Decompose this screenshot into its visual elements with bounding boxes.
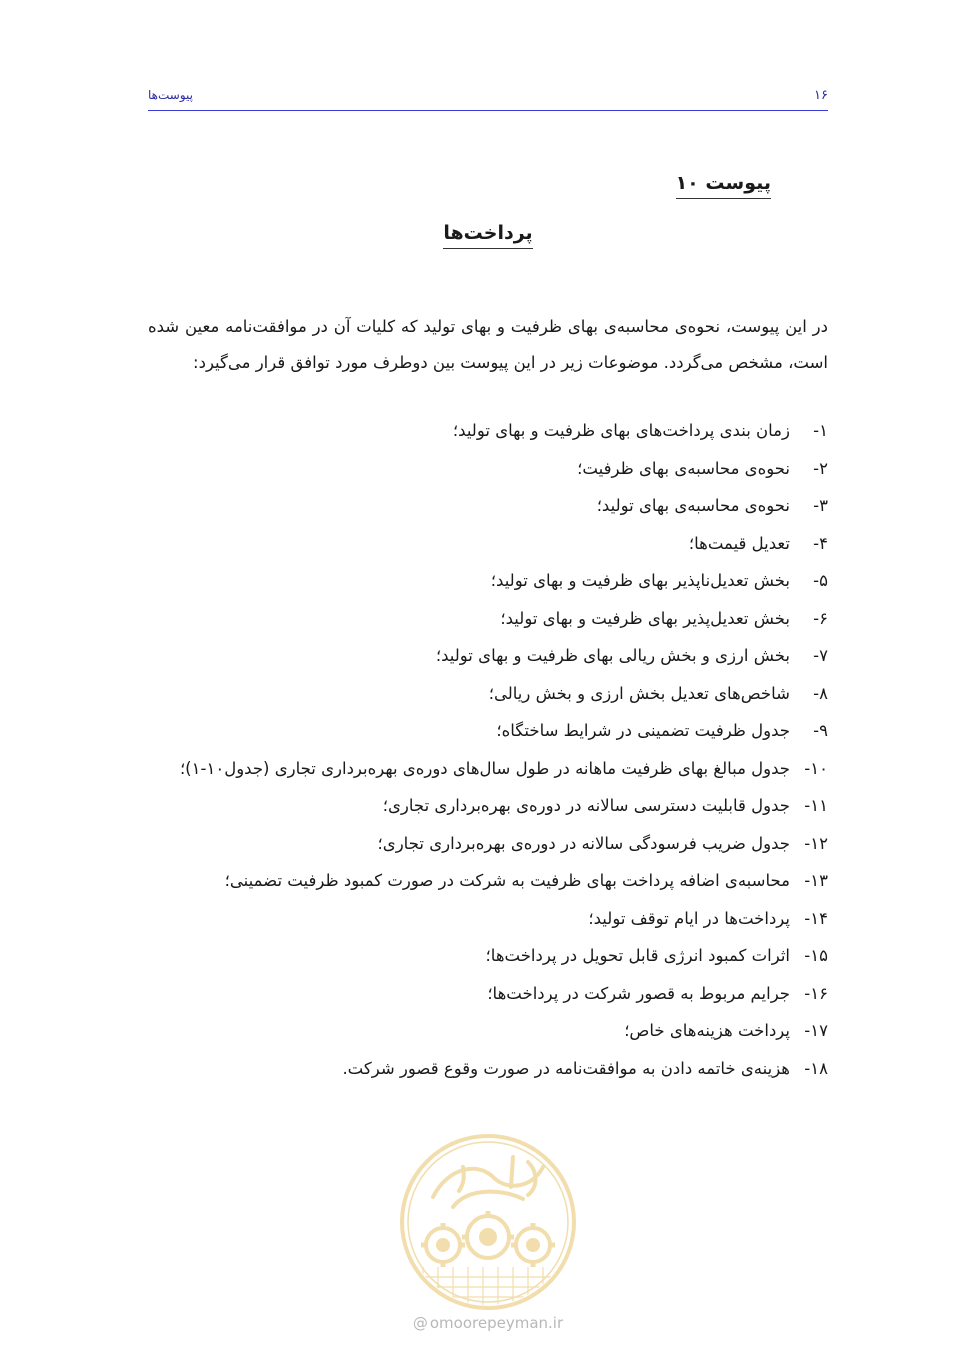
running-header bbox=[148, 86, 828, 111]
list-item bbox=[148, 750, 828, 788]
list-item bbox=[148, 712, 828, 750]
list-item-number: ۱۲- bbox=[804, 833, 828, 853]
list-item bbox=[148, 937, 828, 975]
list-item-number: ۳- bbox=[813, 496, 828, 515]
list-item bbox=[148, 1050, 828, 1088]
list-item-number: ۱۱- bbox=[804, 796, 828, 815]
list-item bbox=[148, 862, 828, 900]
list-item bbox=[148, 975, 828, 1013]
page-number: ۱۶ bbox=[814, 88, 828, 103]
list-item bbox=[148, 525, 828, 563]
list-item bbox=[148, 487, 828, 525]
at-icon: @ bbox=[412, 1314, 428, 1332]
section-title: پرداخت‌ها bbox=[443, 222, 532, 249]
list-item bbox=[148, 787, 828, 825]
topics-list bbox=[148, 412, 828, 1087]
appendix-title: پیوست ۱۰ bbox=[676, 172, 771, 199]
list-item-text: نحوه‌ی محاسبه‌ی بهای ظرفیت؛ bbox=[577, 458, 790, 478]
list-item-number: ۱۰- bbox=[804, 758, 828, 778]
list-item bbox=[148, 450, 828, 488]
watermark-url-text: omoorepeyman.ir bbox=[429, 1314, 564, 1332]
list-item bbox=[148, 600, 828, 638]
list-item-number: ۷- bbox=[813, 646, 828, 665]
list-item-text: محاسبه‌ی اضافه پرداخت بهای ظرفیت به شرکت در صورت کمبود ظرفیت تضمینی؛ bbox=[224, 871, 790, 890]
intro-paragraph: در این پیوست، نحوه‌ی محاسبه‌ی بهای ظرفیت و بهای تولید که کلیات آن در موافقت‌نامه معین شده است، مشخص می‌گردد. موضوعات زیر در این پیوست بین دوطرف مورد توافق قرار می‌گیرد: bbox=[148, 316, 828, 372]
section-title-wrapper bbox=[0, 222, 976, 249]
list-item-text: بخش تعدیل‌ناپذیر بهای ظرفیت و بهای تولید؛ bbox=[490, 571, 790, 590]
list-item-number: ۲- bbox=[813, 458, 828, 478]
list-item-number: ۴- bbox=[813, 533, 828, 553]
list-item-text: پرداخت هزینه‌های خاص؛ bbox=[624, 1021, 790, 1040]
list-item-text: جدول ظرفیت تضمینی در شرایط ساختگاه؛ bbox=[496, 721, 790, 740]
list-item-number: ۱۴- bbox=[804, 908, 828, 928]
list-item-number: ۱۷- bbox=[804, 1021, 828, 1040]
list-item-number: ۶- bbox=[813, 608, 828, 628]
list-item-number: ۱۸- bbox=[804, 1058, 828, 1078]
list-item-text: اثرات کمبود انرژی قابل تحویل در پرداخت‌ها؛ bbox=[485, 946, 790, 965]
list-item-text: جدول مبالغ بهای ظرفیت ماهانه در طول سال‌های دوره‌ی بهره‌برداری تجاری (جدول۱۰-۱)؛ bbox=[179, 758, 790, 778]
list-item bbox=[148, 637, 828, 675]
list-item bbox=[148, 1012, 828, 1050]
list-item bbox=[148, 412, 828, 450]
header-section-name: پیوست‌ها bbox=[148, 88, 193, 102]
list-item-text: هزینه‌ی خاتمه دادن به موافقت‌نامه در صورت وقوع قصور شرکت. bbox=[342, 1058, 790, 1078]
list-item-text: بخش تعدیل‌پذیر بهای ظرفیت و بهای تولید؛ bbox=[500, 608, 790, 628]
list-item-number: ۱۶- bbox=[804, 983, 828, 1003]
list-item bbox=[148, 675, 828, 713]
list-item-number: ۱۳- bbox=[804, 871, 828, 890]
list-item-text: شاخص‌های تعدیل بخش ارزی و بخش ریالی؛ bbox=[488, 683, 790, 703]
list-item-text: تعدیل قیمت‌ها؛ bbox=[688, 533, 790, 553]
list-item-text: زمان بندی پرداخت‌های بهای ظرفیت و بهای تولید؛ bbox=[452, 421, 790, 440]
watermark-logo bbox=[393, 1127, 583, 1317]
watermark-url bbox=[0, 1314, 976, 1332]
list-item bbox=[148, 562, 828, 600]
list-item bbox=[148, 825, 828, 863]
list-item-text: جدول قابلیت دسترسی سالانه در دوره‌ی بهره‌برداری تجاری؛ bbox=[382, 796, 790, 815]
list-item bbox=[148, 900, 828, 938]
list-item-number: ۱- bbox=[813, 421, 828, 440]
list-item-number: ۱۵- bbox=[804, 946, 828, 965]
list-item-text: جرایم مربوط به قصور شرکت در پرداخت‌ها؛ bbox=[487, 983, 790, 1003]
list-item-text: نحوه‌ی محاسبه‌ی بهای تولید؛ bbox=[596, 496, 790, 515]
list-item-text: جدول ضریب فرسودگی سالانه در دوره‌ی بهره‌برداری تجاری؛ bbox=[377, 833, 790, 853]
list-item-text: پرداخت‌ها در ایام توقف تولید؛ bbox=[588, 908, 790, 928]
list-item-number: ۸- bbox=[813, 683, 828, 703]
list-item-number: ۹- bbox=[813, 721, 828, 740]
list-item-text: بخش ارزی و بخش ریالی بهای ظرفیت و بهای تولید؛ bbox=[435, 646, 790, 665]
list-item-number: ۵- bbox=[813, 571, 828, 590]
